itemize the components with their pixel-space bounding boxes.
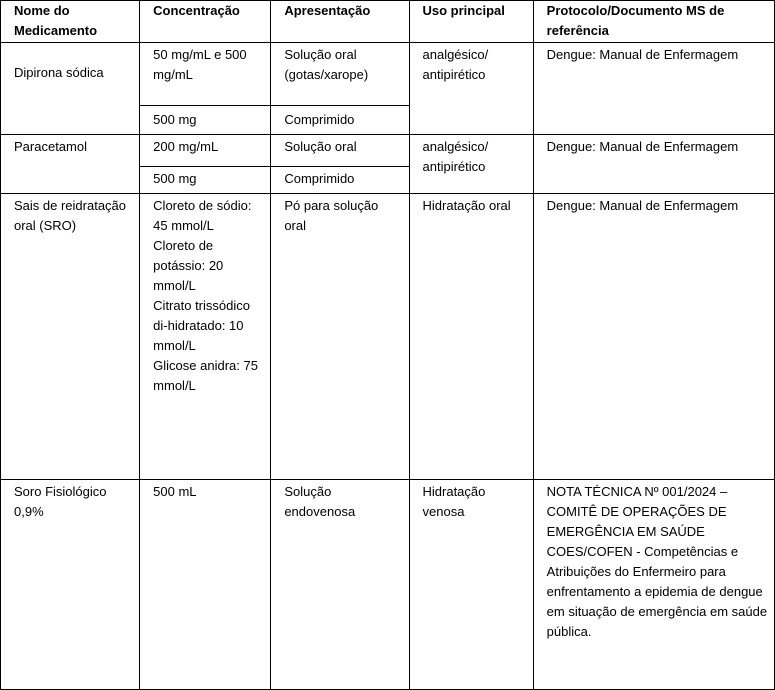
soro-concentracao: 500 mL [140,480,271,690]
dipirona-uso: analgésico/ antipirético [409,43,533,135]
table-row [1,43,775,106]
header-nome: Nome do Medicamento [1,1,140,43]
soro-uso: Hidratação venosa [409,480,533,690]
soro-apresentacao: Solução endovenosa [271,480,409,690]
paracetamol-apresentacao-1: Solução oral [271,135,409,167]
sro-protocolo: Dengue: Manual de Enfermagem [533,194,774,480]
sro-concentracao-item: Cloreto de sódio: 45 mmol/L [153,198,252,233]
dipirona-concentracao-2: 500 mg [140,106,271,135]
paracetamol-uso: analgésico/ antipirético [409,135,533,194]
header-row [1,1,775,43]
dipirona-apresentacao-2: Comprimido [271,106,409,135]
dipirona-nome: Dipirona sódica [1,43,140,135]
sro-uso: Hidratação oral [409,194,533,480]
header-protocolo: Protocolo/Documento MS de referência [533,1,774,43]
paracetamol-nome: Paracetamol [1,135,140,194]
paracetamol-concentracao-1: 200 mg/mL [140,135,271,167]
sro-concentracao-item: Glicose anidra: 75 mmol/L [153,358,258,393]
table-row [1,135,775,167]
sro-concentracao-item: Citrato trissódico di-hidratado: 10 mmol/L [153,298,250,353]
sro-concentracao-item: Cloreto de potássio: 20 mmol/L [153,238,224,293]
dipirona-apresentacao-1: Solução oral (gotas/xarope) [271,43,409,106]
dipirona-protocolo: Dengue: Manual de Enfermagem [533,43,774,135]
paracetamol-apresentacao-2: Comprimido [271,167,409,194]
table-row [1,480,775,690]
header-concentracao: Concentração [140,1,271,43]
dipirona-concentracao-1: 50 mg/mL e 500 mg/mL [140,43,271,106]
header-apresentacao: Apresentação [271,1,409,43]
soro-nome: Soro Fisiológico 0,9% [1,480,140,690]
sro-apresentacao: Pó para solução oral [271,194,409,480]
sro-nome: Sais de reidratação oral (SRO) [1,194,140,480]
table-row [1,194,775,480]
paracetamol-protocolo: Dengue: Manual de Enfermagem [533,135,774,194]
paracetamol-concentracao-2: 500 mg [140,167,271,194]
soro-protocolo: NOTA TÉCNICA Nº 001/2024 – COMITÊ DE OPERAÇÕES DE EMERGÊNCIA EM SAÚDE COES/COFEN - Competências e Atribuições do Enfermeiro para enfrentamento a epidemia de dengue em situação de emergência em saúde pública. [533,480,774,690]
sro-concentracao [140,194,271,480]
header-uso: Uso principal [409,1,533,43]
